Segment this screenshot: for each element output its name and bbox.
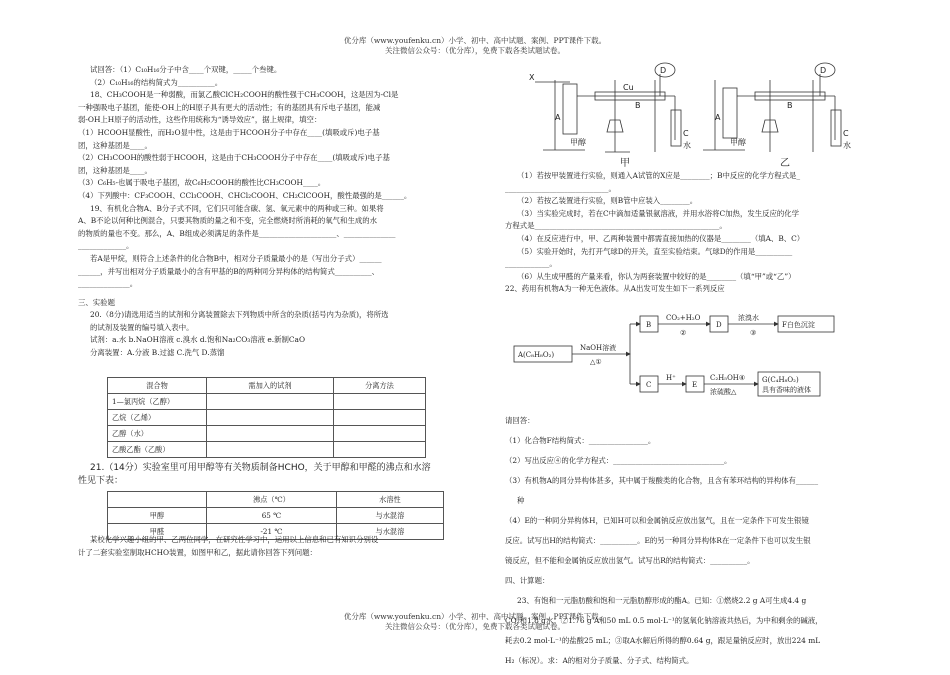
table-cell <box>207 410 334 426</box>
step-1: △① <box>590 358 602 366</box>
table-cell <box>334 394 426 410</box>
footer-line-1: 优分库（www.youfenku.cn）小学、初中、高中试题、案例、PPT课件下载。 <box>343 612 607 621</box>
label-cu: Cu <box>623 83 634 92</box>
label-d: D <box>660 66 667 75</box>
page-footer <box>0 612 950 632</box>
q19-line: 19、有机化合物A、B分子式不同，它们只可能含碳、氢、氧元素中的两种或三种。如果将 <box>90 203 384 213</box>
table-cell: 甲醇 <box>108 508 207 524</box>
page-header <box>0 36 950 56</box>
table-cell: 甲醛 <box>108 524 207 540</box>
table-header-row <box>108 492 444 508</box>
q22-sub-4b: 反应。试写出H的结构简式：__________。E的另一种同分异构体R在一定条件下也可以发生银 <box>505 536 811 546</box>
q18-line: （1）HCOOH显酸性，而H₂O显中性，这是由于HCOOH分子中存在____(填吸或斥)电子基 <box>78 127 380 137</box>
q18-line: 团，这种基团是____。 <box>78 165 152 175</box>
q22-sub-1: （1）化合物F结构简式：________________。 <box>505 436 656 446</box>
tube-a <box>723 88 737 138</box>
footer-line-2: 关注微信公众号：（优分库），免费下载各类试题试卷。 <box>385 622 565 631</box>
q21-sub-1: （1）若按甲装置进行实验，则通入A试管的X应是________；B中反应的化学方程式是_ <box>517 171 801 180</box>
q18-line: （3）C₆H₅-也属于吸电子基团，故C₆H₅COOH的酸性比CH₃COOH____。 <box>78 178 326 188</box>
q19-line: A、B不论以何种比例混合，只要其物质的量之和不变，完全燃烧时所消耗的氧气和生成的水 <box>78 216 378 226</box>
label-jia: 甲 <box>620 158 630 168</box>
q21-line: 某校化学兴趣小组的甲、乙两位同学，在研究性学习中，运用以上信息和已有知识分别设 <box>90 535 379 544</box>
q20-line: 分离装置：A.分液 B.过滤 C.洗气 D.蒸馏 <box>90 348 225 358</box>
q23-line: 耗去0.2 mol·L⁻¹的盐酸25 mL；③取A水解后所得的醇0.64 g，跟足量钠反应时，放出224 mL <box>505 636 821 646</box>
condition-4: 浓硫酸△ <box>710 388 737 396</box>
q19-line: 若A是甲烷，则符合上述条件的化合物B中，相对分子质量最小的是（写出分子式）______ <box>90 253 382 263</box>
q22-sub-3: （3）有机物A的同分异构体甚多，其中属于羧酸类的化合物，且含有苯环结构的异构体有______ <box>505 476 819 486</box>
label-x: X <box>529 73 535 82</box>
table-header-cell: 需加入的试剂 <box>207 378 334 394</box>
q22-sub-4c: 镜反应，但不能和金属钠反应放出氢气。试写出R的结构简式：__________。 <box>505 556 755 566</box>
q18-line: 弱-OH上H原子的活动性，这些作用统称为“诱导效应”，据上规律，填空： <box>78 115 322 125</box>
node-g-desc: 具有香味的液体 <box>762 386 811 394</box>
table-row <box>108 442 426 458</box>
step-2: ② <box>680 329 687 337</box>
header-line-2: 关注微信公众号：（优分库），免费下载各类试题试卷。 <box>385 46 565 55</box>
q21-sub-3: （3）当实验完成时，若在C中滴加适量银氨溶液，并用水浴将C加热，发生反应的化学 <box>517 208 800 218</box>
table-cell <box>207 394 334 410</box>
header-line-1: 优分库（www.youfenku.cn）小学、初中、高中试题、案例、PPT课件下载。 <box>343 36 607 45</box>
q22-sub-3b: 种 <box>517 496 525 506</box>
section-4-title: 四、计算题： <box>505 576 550 586</box>
q18-line: 一种强吸电子基团，能使-OH上的H原子具有更大的活动性；有的基团具有斥电子基团，能减 <box>78 102 381 112</box>
table-cell <box>207 426 334 442</box>
table-header-cell: 沸点（℃） <box>207 492 337 508</box>
tube-c <box>831 110 841 146</box>
right-column <box>505 170 865 296</box>
label-c: C <box>843 129 849 138</box>
q21-sub-4: （4）在反应进行中，甲、乙两种装置中都需直接加热的仪器是________（填A、B、C） <box>517 233 805 243</box>
table-cell: 乙醇（水） <box>108 426 207 442</box>
q20-line: 20.（8分)请选用适当的试剂和分离装置除去下列物质中所含的杂质(括号内为杂质)，将所选 <box>90 310 389 320</box>
q19-line: 的物质的量也不变。那么，A、B组成必须满足的条件是_____________________、______________ <box>78 228 396 238</box>
q21-line: 计了二套实验室制取HCHO装置，如图甲和乙，据此请你回答下列问题： <box>78 547 317 557</box>
q21-sub-1b: ____________________________。 <box>505 183 616 193</box>
q20-line: 的试剂及装置的编号填入表中。 <box>90 322 194 332</box>
reagent-co2: CO₂+H₂O <box>666 314 701 322</box>
table-header-cell <box>108 492 207 508</box>
q23-line: 23、有饱和一元脂肪酸和饱和一元脂肪醇形成的酯A。已知：①燃烧2.2 g A可生成4.4 g <box>517 596 807 606</box>
q21-line: 21.（14分）实验室里可用甲醇等有关物质制备HCHO，关于甲醇和甲醛的沸点和水溶 <box>90 463 431 473</box>
table-header-cell: 混合物 <box>108 378 207 394</box>
q18-line: 团，这种基团是____。 <box>78 140 152 150</box>
reaction-flowchart <box>500 310 870 418</box>
q19-line: ______________。 <box>78 279 138 289</box>
table-cell <box>207 442 334 458</box>
apparatus-diagram <box>515 60 855 168</box>
table-header-cell: 水溶性 <box>336 492 443 508</box>
label-methanol: 甲醇 <box>570 138 586 147</box>
tube-a <box>563 84 577 134</box>
label-d: D <box>820 66 827 75</box>
q17-line-1: 试回答：（1）C₁₀H₁₆分子中含____个双键，_____个叁键。 <box>90 65 282 74</box>
q23-line: CO₂和1.8 g水；②1.76 g A和50 mL 0.5 mol·L⁻¹的氢氧化钠溶液共热后，为中和剩余的碱液， <box>505 616 823 626</box>
q20-table <box>107 377 426 458</box>
q22-sub-4: （4）E的一种同分异构体H，已知H可以和金属钠反应放出氢气，且在一定条件下可发生银镜 <box>505 516 809 526</box>
table-cell: 1—氯丙烷（乙醇） <box>108 394 207 410</box>
q21-sub-5: （5）实验开始时，先打开气球D的开关，直至实验结束。气球D的作用是__________ <box>517 246 793 256</box>
node-d: D <box>716 321 722 329</box>
label-water: 水 <box>683 141 691 150</box>
left-column <box>78 64 454 360</box>
q21-intro <box>78 462 454 488</box>
table-cell <box>334 426 426 442</box>
table-cell: 乙酸乙酯（乙酸） <box>108 442 207 458</box>
label-b: B <box>787 101 793 110</box>
label-b: B <box>635 101 641 110</box>
q22-answers <box>505 408 865 675</box>
label-a: A <box>715 113 721 122</box>
label-yi: 乙 <box>780 158 790 168</box>
reagent-ethanol: C₂H₅OH④ <box>710 374 746 382</box>
q18-line: （2）CH₃COOH的酸性弱于HCOOH，这是由于CH₃COOH分子中存在____(填吸或斥)电子基 <box>78 153 390 163</box>
label-a: A <box>555 113 561 122</box>
q20-line: 试剂：a.水 b.NaOH溶液 c.溴水 d.饱和Na₂CO₃溶液 e.新制CaO <box>90 335 306 345</box>
q21-sub-6: （6）从生成甲醛的产量来看，你认为两套装置中较好的是________（填“甲”或“乙”） <box>517 271 796 281</box>
reagent-h: H⁺ <box>666 374 676 382</box>
step-3: ③ <box>750 329 757 337</box>
q19-line: ______，并写出相对分子质量最小的含有甲基的B的两种同分异构体的结构简式__________、 <box>78 266 380 276</box>
q21-body <box>78 534 454 559</box>
table-row <box>108 508 444 524</box>
table-header-row <box>108 378 426 394</box>
q23-line: H₂（标况）。求：A的相对分子质量、分子式、结构简式。 <box>505 656 694 666</box>
label-methanol: 甲醇 <box>730 138 746 147</box>
label-water: 水 <box>843 141 851 150</box>
table-row <box>108 410 426 426</box>
q21-sub-3b: 方程式是__________________________________________________。 <box>505 221 727 231</box>
tube-c <box>671 110 681 146</box>
table-row <box>108 394 426 410</box>
table-cell: 乙烷（乙烯） <box>108 410 207 426</box>
table-cell: 与水混溶 <box>336 508 443 524</box>
ask-label: 请回答： <box>505 416 535 426</box>
node-c: C <box>646 381 652 389</box>
node-f: F白色沉淀 <box>782 321 815 329</box>
q21-sub-5b: ____________。 <box>505 259 557 269</box>
section-3-title: 三、实验题 <box>78 297 115 307</box>
table-header-cell: 分离方法 <box>334 378 426 394</box>
table-cell <box>334 410 426 426</box>
table-row <box>108 426 426 442</box>
q21-line: 性见下表： <box>78 476 124 486</box>
q21-table <box>107 491 444 540</box>
node-a: A(C₈H₈O₂) <box>518 351 555 359</box>
q18-line: （4）下列酸中：CF₃COOH、CCl₃COOH、CHCl₂COOH、CH₂ClCOOH，酸性最强的是______。 <box>78 190 412 200</box>
node-g: G(C₄H₈O₂) <box>762 376 799 384</box>
node-b: B <box>646 321 652 329</box>
q21-sub-2: （2）若按乙装置进行实验，则B管中应装入________。 <box>517 196 698 206</box>
node-e: E <box>692 381 698 389</box>
table-cell <box>334 442 426 458</box>
reagent-bromine: 浓溴水 <box>738 314 759 322</box>
q19-line: _____________。 <box>78 241 134 251</box>
q22-intro: 22、药用有机物A为一种无色液体。从A出发可发生如下一系列反应 <box>505 284 725 294</box>
table-cell: 与水混溶 <box>336 524 443 540</box>
q22-sub-2: （2）写出反应④的化学方程式：______________________________。 <box>505 456 732 466</box>
reagent-naoh: NaOH溶液 <box>580 344 617 352</box>
label-c: C <box>683 129 689 138</box>
q18-line: 18、CH₃COOH是一种弱酸，而氯乙酸ClCH₂COOH的酸性强于CH₃COOH，这是因为-Cl是 <box>90 90 399 100</box>
table-cell: 65 ℃ <box>207 508 337 524</box>
table-cell: -21 ℃ <box>207 524 337 540</box>
q17-line-2: （2）C₁₀H₁₆的结构简式为__________。 <box>90 77 223 87</box>
